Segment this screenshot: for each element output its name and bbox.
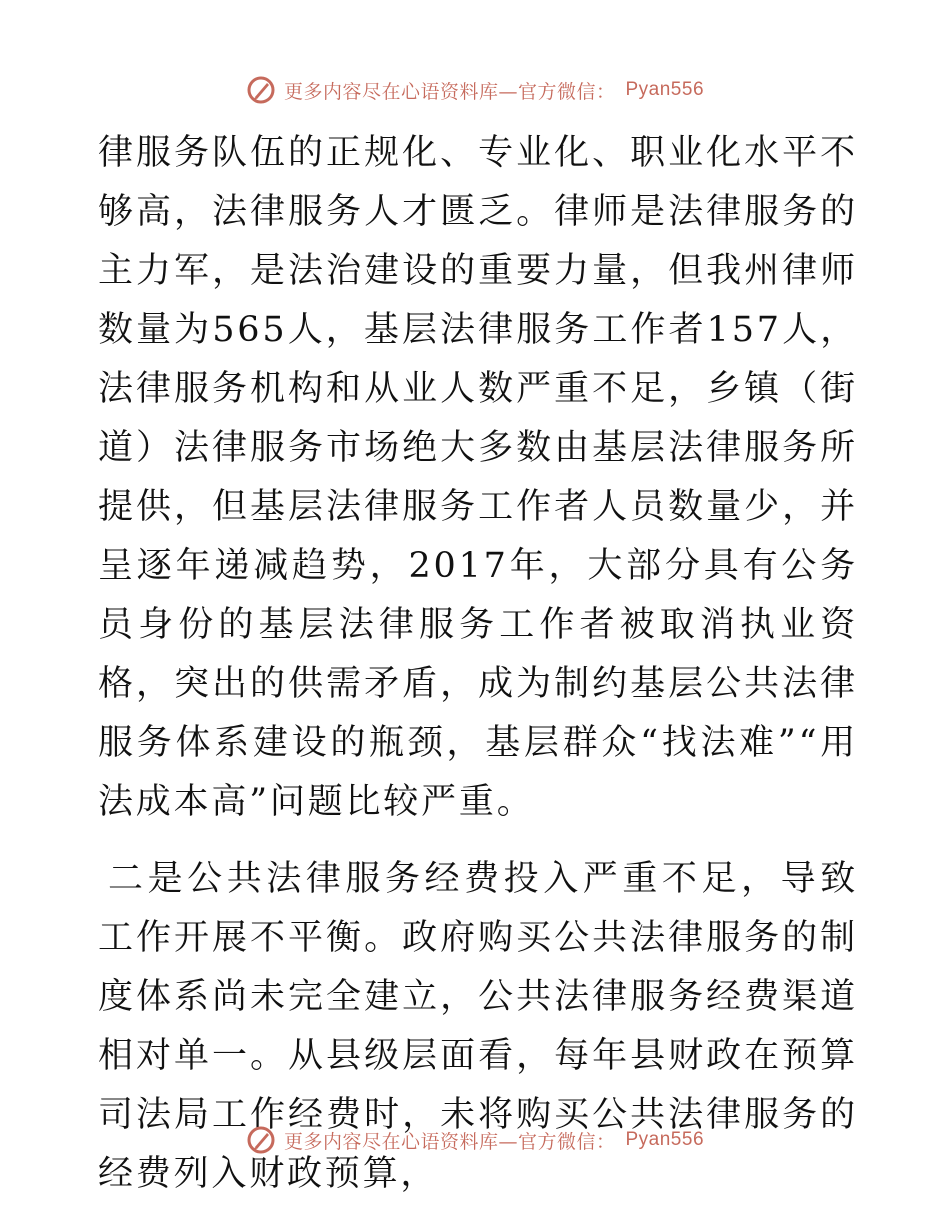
pen-logo-icon <box>246 75 276 105</box>
paragraph-1: 律服务队伍的正规化、专业化、职业化水平不够高，法律服务人才匮乏。律师是法律服务的主力军，是法治建设的重要力量，但我州律师数量为565人，基层法律服务工作者157人，法律服务机构和从业人数严重不足，乡镇（街道）法律服务市场绝大多数由基层法律服务所提供，但基层法律服务工作者人员数量少，并呈逐年递减趋势，2017年，大部分具有公务员身份的基层法律服务工作者被取消执业资格，突出的供需矛盾，成为制约基层公共法律服务体系建设的瓶颈，基层群众“找法难”“用法成本高”问题比较严重。 <box>98 133 858 822</box>
document-body <box>98 124 858 1204</box>
footer-watermark <box>0 1120 950 1160</box>
paragraph-2: 二是公共法律服务经费投入严重不足，导致工作开展不平衡。政府购买公共法律服务的制度体系尚未完全建立，公共法律服务经费渠道相对单一。从县级层面看，每年县财政在预算司法局工作经费时，未将购买公共法律服务的经费列入财政预算， <box>98 859 858 1194</box>
watermark-text: 更多内容尽在心语资料库—官方微信： <box>283 80 616 103</box>
pen-logo-icon <box>246 1125 276 1155</box>
watermark-text: 更多内容尽在心语资料库—官方微信： <box>283 1130 616 1153</box>
watermark-wechat-id: Pyan556 <box>625 1129 705 1150</box>
header-watermark <box>0 70 950 110</box>
watermark-wechat-id: Pyan556 <box>625 79 705 100</box>
